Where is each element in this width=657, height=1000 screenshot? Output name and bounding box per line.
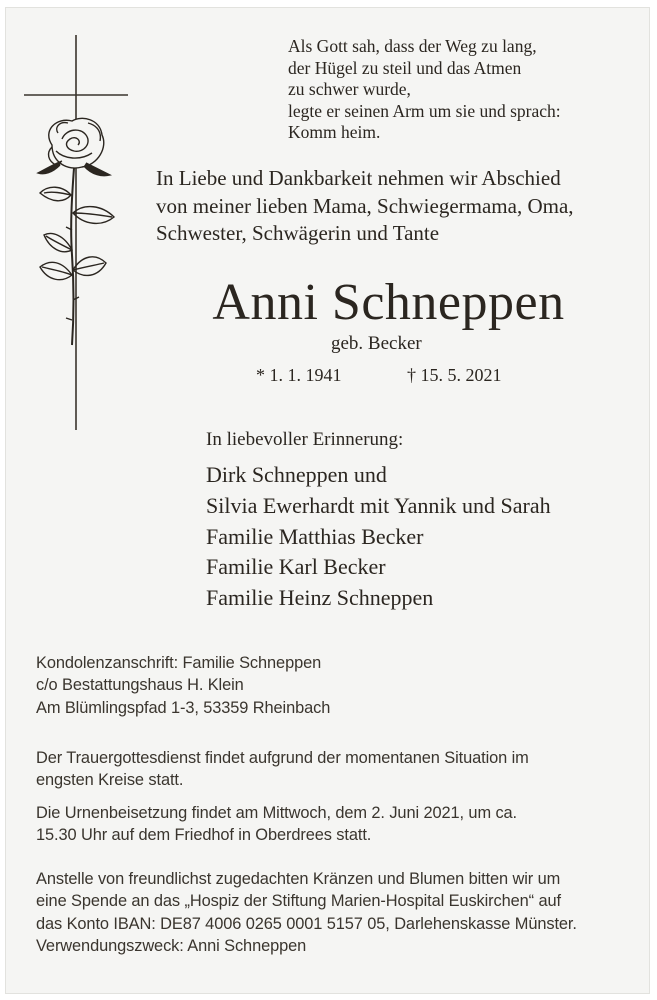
mourner: Familie Karl Becker <box>206 554 386 580</box>
condolence-address <box>36 652 330 719</box>
mourners-list <box>206 460 551 614</box>
mourner: Silvia Ewerhardt mit Yannik und Sarah <box>206 492 551 518</box>
poem-line: Als Gott sah, dass der Weg zu lang, <box>288 36 537 56</box>
address-line: Am Blümlingspfad 1-3, 53359 Rheinbach <box>36 698 331 717</box>
poem <box>288 36 561 144</box>
poem-line: Komm heim. <box>288 122 381 143</box>
birth-name: geb. Becker <box>331 333 422 354</box>
intro-line: In Liebe und Dankbarkeit nehmen wir Abschied <box>156 166 561 190</box>
cross-icon <box>24 35 128 430</box>
burial-line: Die Urnenbeisetzung findet am Mittwoch, dem 2. Juni 2021, um ca. <box>36 804 518 822</box>
farewell-intro <box>156 165 574 248</box>
intro-line: Schwester, Schwägerin und Tante <box>156 221 440 245</box>
mourner: Familie Matthias Becker <box>206 523 424 549</box>
death-date: † 15. 5. 2021 <box>407 365 502 385</box>
service-line: Der Trauergottesdienst findet aufgrund der momentanen Situation im <box>36 749 529 767</box>
poem-line: legte er seinen Arm um sie und sprach: <box>288 100 561 121</box>
donation-line: Verwendungszweck: Anni Schneppen <box>36 937 307 956</box>
address-line: Kondolenzanschrift: Familie Schneppen <box>36 654 322 672</box>
memory-heading: In liebevoller Erinnerung: <box>206 429 404 450</box>
cross-with-rose-icon <box>22 35 132 435</box>
birth-date: * 1. 1. 1941 <box>256 365 342 385</box>
burial-line: 15.30 Uhr auf dem Friedhof in Oberdrees statt. <box>36 826 372 845</box>
intro-line: von meiner lieben Mama, Schwiegermama, Oma, <box>156 193 574 218</box>
burial-note <box>36 802 517 847</box>
donation-line: eine Spende an das „Hospiz der Stiftung Marien-Hospital Euskirchen“ auf <box>36 892 561 911</box>
donation-note <box>36 868 577 958</box>
mourner: Familie Heinz Schneppen <box>206 585 434 611</box>
service-line: engsten Kreise statt. <box>36 771 184 790</box>
deceased-name: Anni Schneppen <box>212 274 565 331</box>
poem-line: der Hügel zu steil und das Atmen <box>288 57 522 78</box>
address-line: c/o Bestattungshaus H. Klein <box>36 676 244 695</box>
donation-line: Anstelle von freundlichst zugedachten Kränzen und Blumen bitten wir um <box>36 870 561 888</box>
mourner: Dirk Schneppen und <box>206 462 387 487</box>
donation-line: das Konto IBAN: DE87 4006 0265 0001 5157 05, Darlehenskasse Münster. <box>36 914 577 933</box>
poem-line: zu schwer wurde, <box>288 79 411 100</box>
service-note <box>36 747 529 792</box>
